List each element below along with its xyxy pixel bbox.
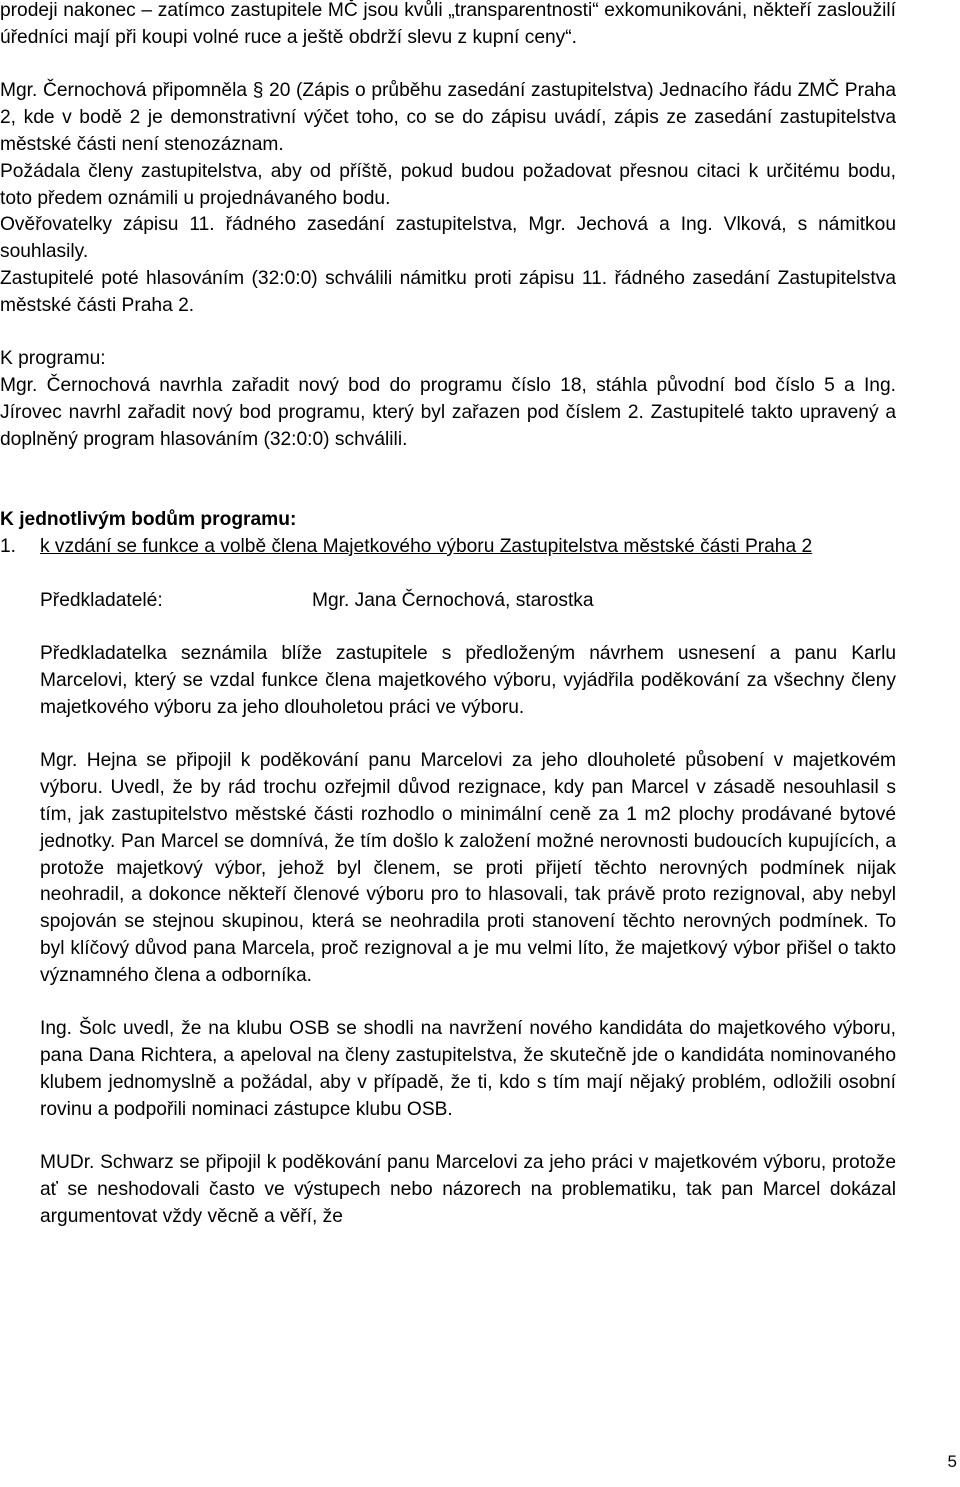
intro-paragraph-5: Zastupitelé poté hlasováním (32:0:0) schválili námitku proti zápisu 11. řádného zasedání Zastupitelstva městské části Praha 2. <box>0 267 896 316</box>
body-paragraph-4: MUDr. Schwarz se připojil k poděkování panu Marcelovi za jeho práci v majetkovém výboru, protože ať se neshodovali často ve výstupech nebo názorech na problematiku, tak pan Marcel dokázal argumentovat vždy věcně a věří, že <box>40 1152 896 1227</box>
items-heading: K jednotlivým bodům programu: <box>0 509 297 531</box>
page-number: 5 <box>947 1452 957 1471</box>
presenter-value: Mgr. Jana Černochová, starostka <box>312 589 594 611</box>
program-text: Mgr. Černochová navrhla zařadit nový bod do programu číslo 18, stáhla původní bod číslo 5 a Ing. Jírovec navrhl zařadit nový bod programu, který byl zařazen pod číslem 2. Zastupitelé takto upravený a doplněný program hlasováním (32:0:0) schválili. <box>0 375 896 450</box>
program-label: K programu: <box>0 348 106 370</box>
body-paragraph-2: Mgr. Hejna se připojil k poděkování panu Marcelovi za jeho dlouholeté působení v majetkovém výboru. Uvedl, že by rád trochu ozřejmil důvod rezignace, kdy pan Marcel v zásadě nesouhlasil s tím, jak zastupitelstvo městské části rozhodlo o minimální ceně za 1 m2 plochy prodávané bytové jednotky. Pan Marcel se domnívá, že tím došlo k založení možné nerovnosti budoucích kupujících, a protože majetkový výbor, jehož byl členem, se proti přijetí těchto nerovných podmínek nijak neohradil, a dokonce někteří členové výboru pro to hlasovali, tak právě proto rezignoval, aby nebyl spojován se stejnou skupinou, která se neohradila proti stanovení těchto nerovných podmínek. To byl klíčový důvod pana Marcela, proč rezignoval a je mu velmi líto, že majetkový výbor přišel o takto významného člena a odborníka. <box>40 750 896 986</box>
agenda-item-1 <box>0 534 896 561</box>
agenda-item-title: k vzdání se funkce a volbě člena Majetkového výboru Zastupitelstva městské části Praha 2 <box>40 535 813 557</box>
intro-paragraph-2: Mgr. Černochová připomněla § 20 (Zápis o průběhu zasedání zastupitelstva) Jednacího řádu ZMČ Praha 2, kde v bodě 2 je demonstrativní výčet toho, co se do zápisu uvádí, zápis ze zasedání zastupitelstva městské části není stenozáznam. <box>0 80 896 155</box>
presenter-label: Předkladatelé: <box>40 589 163 611</box>
presenter-row <box>40 588 896 615</box>
intro-paragraph-1: prodeji nakonec – zatímco zastupitele MČ jsou kvůli „transparentnosti“ exkomunikováni, někteří zasloužilí úředníci mají při koupi volné ruce a ještě obdrží slevu z kupní ceny“. <box>0 0 896 48</box>
agenda-item-number: 1. <box>0 535 17 557</box>
intro-paragraph-3: Požádala členy zastupitelstva, aby od příště, pokud budou požadovat přesnou citaci k určitému bodu, toto předem oznámili u projednávaného bodu. <box>0 160 896 209</box>
intro-paragraph-4: Ověřovatelky zápisu 11. řádného zasedání zastupitelstva, Mgr. Jechová a Ing. Vlková, s námitkou souhlasily. <box>0 214 896 263</box>
body-paragraph-3: Ing. Šolc uvedl, že na klubu OSB se shodli na navržení nového kandidáta do majetkového výboru, pana Dana Richtera, a apeloval na členy zastupitelstva, že skutečně jde o kandidáta nominovaného klubem jednomyslně a požádal, aby v případě, že ti, kdo s tím mají nějaký problém, odložili osobní rovinu a podpořili nominaci zástupce klubu OSB. <box>40 1018 896 1120</box>
body-paragraph-1: Předkladatelka seznámila blíže zastupitele s předloženým návrhem usnesení a panu Karlu Marcelovi, který se vzdal funkce člena majetkového výboru, vyjádřila poděkování za všechny členy majetkového výboru za jeho dlouholetou práci ve výboru. <box>40 643 896 718</box>
